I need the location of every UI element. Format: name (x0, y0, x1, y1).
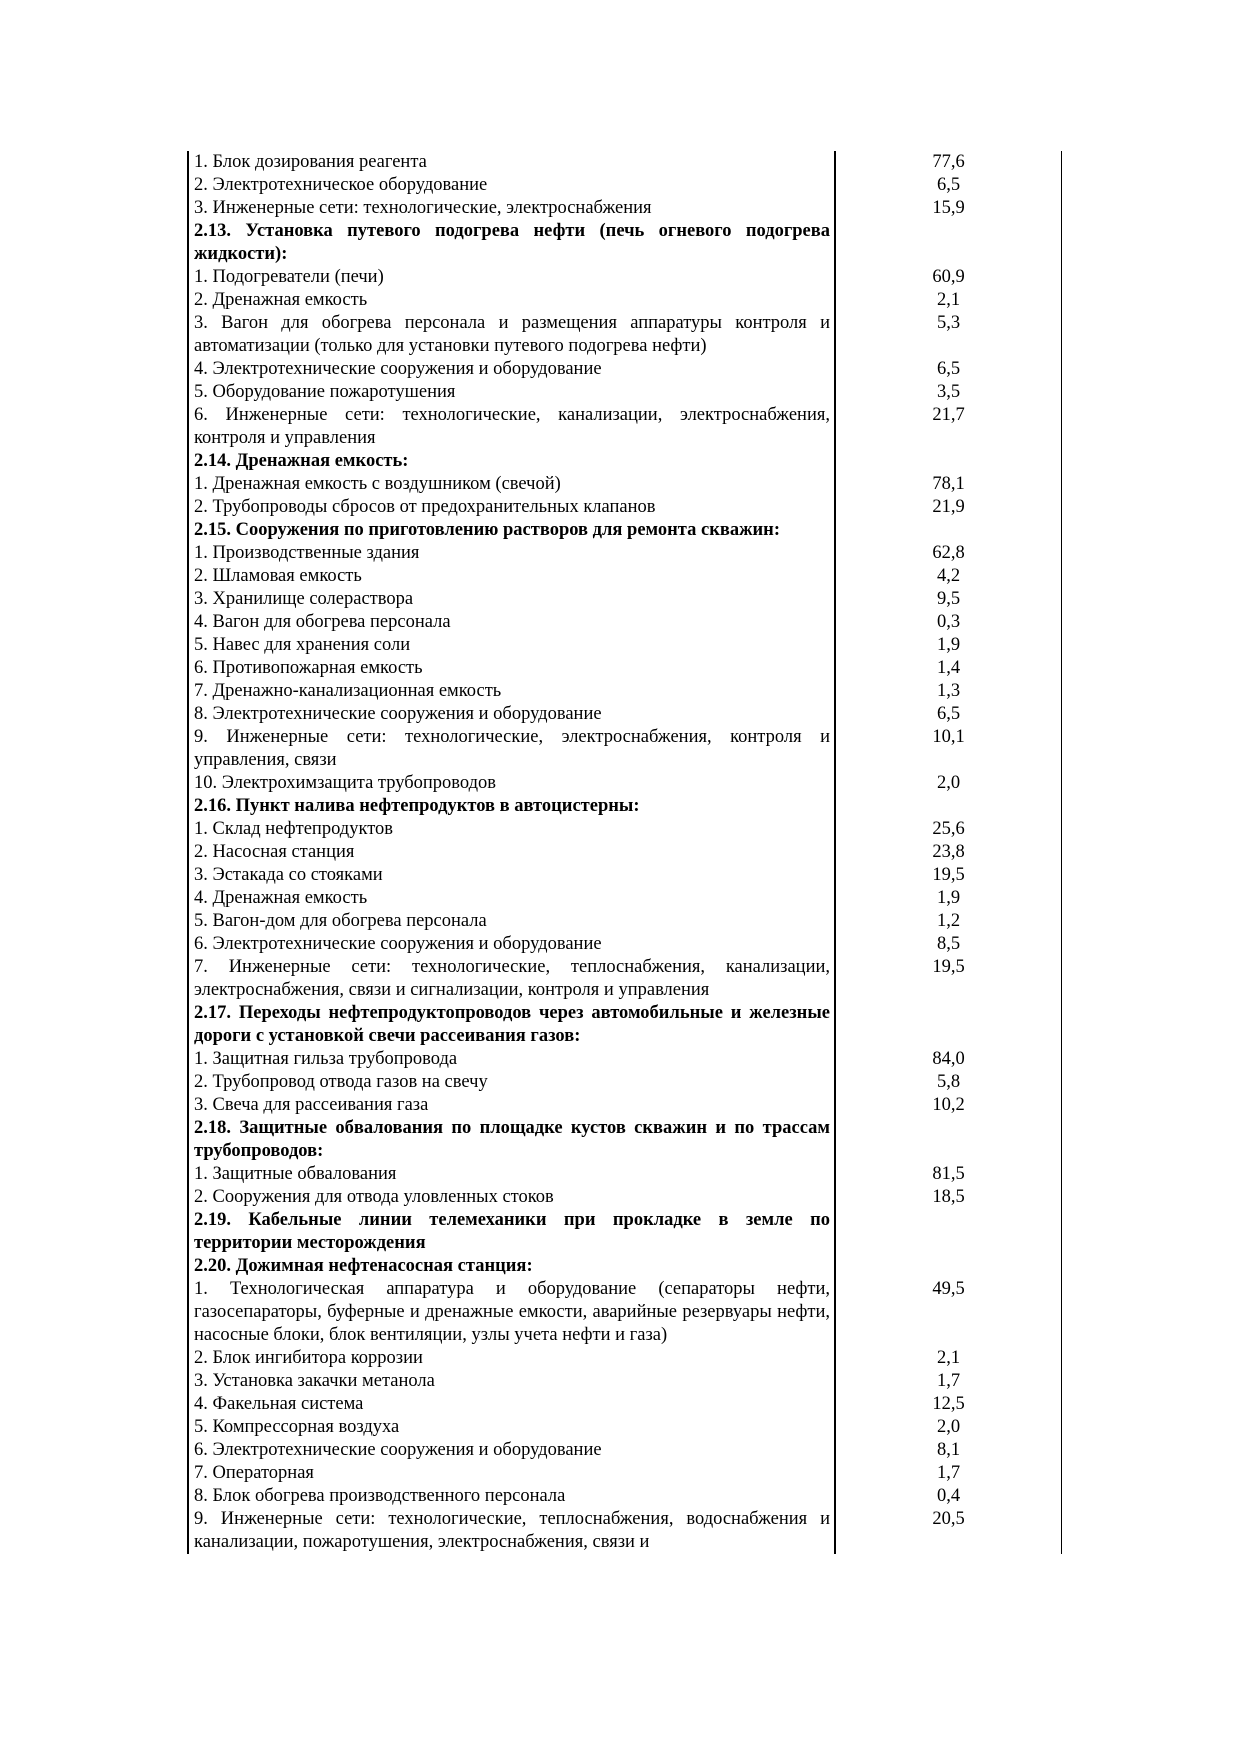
table-row (187, 542, 1062, 565)
row-value: 1,9 (836, 887, 1062, 910)
table-row (187, 657, 1062, 680)
table-row (187, 703, 1062, 726)
table-row (187, 1508, 1062, 1554)
row-description: 3. Хранилище солераствора (187, 588, 836, 611)
row-value (836, 1117, 1062, 1163)
row-value: 60,9 (836, 266, 1062, 289)
table-row (187, 496, 1062, 519)
row-description: 1. Производственные здания (187, 542, 836, 565)
table-row (187, 1163, 1062, 1186)
row-description: 4. Вагон для обогрева персонала (187, 611, 836, 634)
row-description: 4. Дренажная емкость (187, 887, 836, 910)
row-description: 7. Операторная (187, 1462, 836, 1485)
table-row (187, 1048, 1062, 1071)
row-description: 2.17. Переходы нефтепродуктопроводов через автомобильные и железные дороги с установкой свечи рассеивания газов: (187, 1002, 836, 1048)
row-value: 84,0 (836, 1048, 1062, 1071)
row-value: 49,5 (836, 1278, 1062, 1347)
section-heading-row (187, 1255, 1062, 1278)
row-description: 2.15. Сооружения по приготовлению растворов для ремонта скважин: (187, 519, 836, 542)
row-description: 5. Оборудование пожаротушения (187, 381, 836, 404)
row-value: 5,8 (836, 1071, 1062, 1094)
row-description: 5. Навес для хранения соли (187, 634, 836, 657)
table-row (187, 841, 1062, 864)
row-value: 62,8 (836, 542, 1062, 565)
table-row (187, 956, 1062, 1002)
row-value: 20,5 (836, 1508, 1062, 1554)
row-description: 9. Инженерные сети: технологические, теплоснабжения, водоснабжения и канализации, пожаротушения, электроснабжения, связи и (187, 1508, 836, 1554)
table-row (187, 1439, 1062, 1462)
row-description: 8. Электротехнические сооружения и оборудование (187, 703, 836, 726)
row-description: 1. Технологическая аппаратура и оборудование (сепараторы нефти, газосепараторы, буферные и дренажные емкости, аварийные резервуары нефти, насосные блоки, блок вентиляции, узлы учета нефти и газа) (187, 1278, 836, 1347)
row-value: 2,0 (836, 1416, 1062, 1439)
table-row (187, 772, 1062, 795)
row-value: 19,5 (836, 956, 1062, 1002)
row-description: 2.13. Установка путевого подогрева нефти (печь огневого подогрева жидкости): (187, 220, 836, 266)
section-heading-row (187, 1209, 1062, 1255)
row-value: 2,1 (836, 289, 1062, 312)
table-row (187, 818, 1062, 841)
row-description: 10. Электрохимзащита трубопроводов (187, 772, 836, 795)
row-description: 3. Эстакада со стояками (187, 864, 836, 887)
row-description: 2.20. Дожимная нефтенасосная станция: (187, 1255, 836, 1278)
row-description: 1. Блок дозирования реагента (187, 151, 836, 174)
section-heading-row (187, 450, 1062, 473)
row-value: 21,9 (836, 496, 1062, 519)
table-row (187, 611, 1062, 634)
row-description: 2. Шламовая емкость (187, 565, 836, 588)
row-value: 1,9 (836, 634, 1062, 657)
row-value: 2,1 (836, 1347, 1062, 1370)
table-row (187, 565, 1062, 588)
row-value: 0,3 (836, 611, 1062, 634)
row-description: 6. Противопожарная емкость (187, 657, 836, 680)
table-row (187, 1462, 1062, 1485)
row-value (836, 1209, 1062, 1255)
table-row (187, 1347, 1062, 1370)
section-heading-row (187, 220, 1062, 266)
row-description: 6. Электротехнические сооружения и оборудование (187, 1439, 836, 1462)
table-row (187, 381, 1062, 404)
table-row (187, 151, 1062, 174)
row-value: 1,4 (836, 657, 1062, 680)
table-row (187, 358, 1062, 381)
table-row (187, 404, 1062, 450)
table-row (187, 289, 1062, 312)
row-description: 2. Дренажная емкость (187, 289, 836, 312)
row-value: 10,1 (836, 726, 1062, 772)
row-value: 10,2 (836, 1094, 1062, 1117)
table-row (187, 1186, 1062, 1209)
row-description: 4. Факельная система (187, 1393, 836, 1416)
row-value (836, 450, 1062, 473)
table-row (187, 910, 1062, 933)
row-value (836, 1255, 1062, 1278)
table-row (187, 864, 1062, 887)
row-value (836, 220, 1062, 266)
table-row (187, 1416, 1062, 1439)
row-value: 4,2 (836, 565, 1062, 588)
table-row (187, 266, 1062, 289)
row-description: 6. Электротехнические сооружения и оборудование (187, 933, 836, 956)
table-row (187, 680, 1062, 703)
table-row (187, 1278, 1062, 1347)
row-description: 5. Вагон-дом для обогрева персонала (187, 910, 836, 933)
table-row (187, 1485, 1062, 1508)
row-value: 1,7 (836, 1462, 1062, 1485)
row-value: 1,3 (836, 680, 1062, 703)
row-value: 1,2 (836, 910, 1062, 933)
row-value: 6,5 (836, 703, 1062, 726)
row-value: 21,7 (836, 404, 1062, 450)
section-heading-row (187, 1002, 1062, 1048)
row-description: 1. Склад нефтепродуктов (187, 818, 836, 841)
table-row (187, 1393, 1062, 1416)
row-description: 2.19. Кабельные линии телемеханики при прокладке в земле по территории месторождения (187, 1209, 836, 1255)
row-value: 8,5 (836, 933, 1062, 956)
row-description: 2. Блок ингибитора коррозии (187, 1347, 836, 1370)
table-row (187, 726, 1062, 772)
table-row (187, 634, 1062, 657)
row-value: 19,5 (836, 864, 1062, 887)
row-value: 12,5 (836, 1393, 1062, 1416)
row-description: 8. Блок обогрева производственного персонала (187, 1485, 836, 1508)
row-description: 1. Защитная гильза трубопровода (187, 1048, 836, 1071)
row-description: 9. Инженерные сети: технологические, электроснабжения, контроля и управления, связи (187, 726, 836, 772)
row-description: 1. Подогреватели (печи) (187, 266, 836, 289)
table-row (187, 197, 1062, 220)
row-value: 8,1 (836, 1439, 1062, 1462)
row-description: 2. Электротехническое оборудование (187, 174, 836, 197)
table-row (187, 1370, 1062, 1393)
row-value: 15,9 (836, 197, 1062, 220)
row-value: 5,3 (836, 312, 1062, 358)
row-value: 0,4 (836, 1485, 1062, 1508)
table-row (187, 174, 1062, 197)
row-description: 3. Свеча для рассеивания газа (187, 1094, 836, 1117)
table-row (187, 887, 1062, 910)
row-value: 1,7 (836, 1370, 1062, 1393)
row-description: 5. Компрессорная воздуха (187, 1416, 836, 1439)
section-heading-row (187, 519, 1062, 542)
table-row (187, 312, 1062, 358)
row-value: 77,6 (836, 151, 1062, 174)
row-value: 81,5 (836, 1163, 1062, 1186)
row-value: 9,5 (836, 588, 1062, 611)
row-value: 3,5 (836, 381, 1062, 404)
row-value (836, 519, 1062, 542)
row-value (836, 1002, 1062, 1048)
row-description: 7. Инженерные сети: технологические, теплоснабжения, канализации, электроснабжения, связи и сигнализации, контроля и управления (187, 956, 836, 1002)
table-row (187, 588, 1062, 611)
row-value (836, 795, 1062, 818)
row-value: 25,6 (836, 818, 1062, 841)
row-description: 2. Трубопровод отвода газов на свечу (187, 1071, 836, 1094)
row-description: 1. Защитные обвалования (187, 1163, 836, 1186)
section-heading-row (187, 795, 1062, 818)
row-description: 2.16. Пункт налива нефтепродуктов в автоцистерны: (187, 795, 836, 818)
row-value: 6,5 (836, 174, 1062, 197)
row-value: 18,5 (836, 1186, 1062, 1209)
row-value: 78,1 (836, 473, 1062, 496)
row-description: 2. Насосная станция (187, 841, 836, 864)
row-value: 2,0 (836, 772, 1062, 795)
row-value: 6,5 (836, 358, 1062, 381)
row-description: 6. Инженерные сети: технологические, канализации, электроснабжения, контроля и управления (187, 404, 836, 450)
row-description: 3. Установка закачки метанола (187, 1370, 836, 1393)
section-heading-row (187, 1117, 1062, 1163)
row-value: 23,8 (836, 841, 1062, 864)
table-row (187, 1071, 1062, 1094)
table-row (187, 473, 1062, 496)
table-row (187, 1094, 1062, 1117)
row-description: 1. Дренажная емкость с воздушником (свечой) (187, 473, 836, 496)
row-description: 3. Инженерные сети: технологические, электроснабжения (187, 197, 836, 220)
row-description: 2. Сооружения для отвода уловленных стоков (187, 1186, 836, 1209)
document-table (187, 151, 1062, 1554)
row-description: 7. Дренажно-канализационная емкость (187, 680, 836, 703)
row-description: 2. Трубопроводы сбросов от предохранительных клапанов (187, 496, 836, 519)
table-row (187, 933, 1062, 956)
row-description: 2.18. Защитные обвалования по площадке кустов скважин и по трассам трубопроводов: (187, 1117, 836, 1163)
row-description: 4. Электротехнические сооружения и оборудование (187, 358, 836, 381)
row-description: 3. Вагон для обогрева персонала и размещения аппаратуры контроля и автоматизации (только для установки путевого подогрева нефти) (187, 312, 836, 358)
row-description: 2.14. Дренажная емкость: (187, 450, 836, 473)
